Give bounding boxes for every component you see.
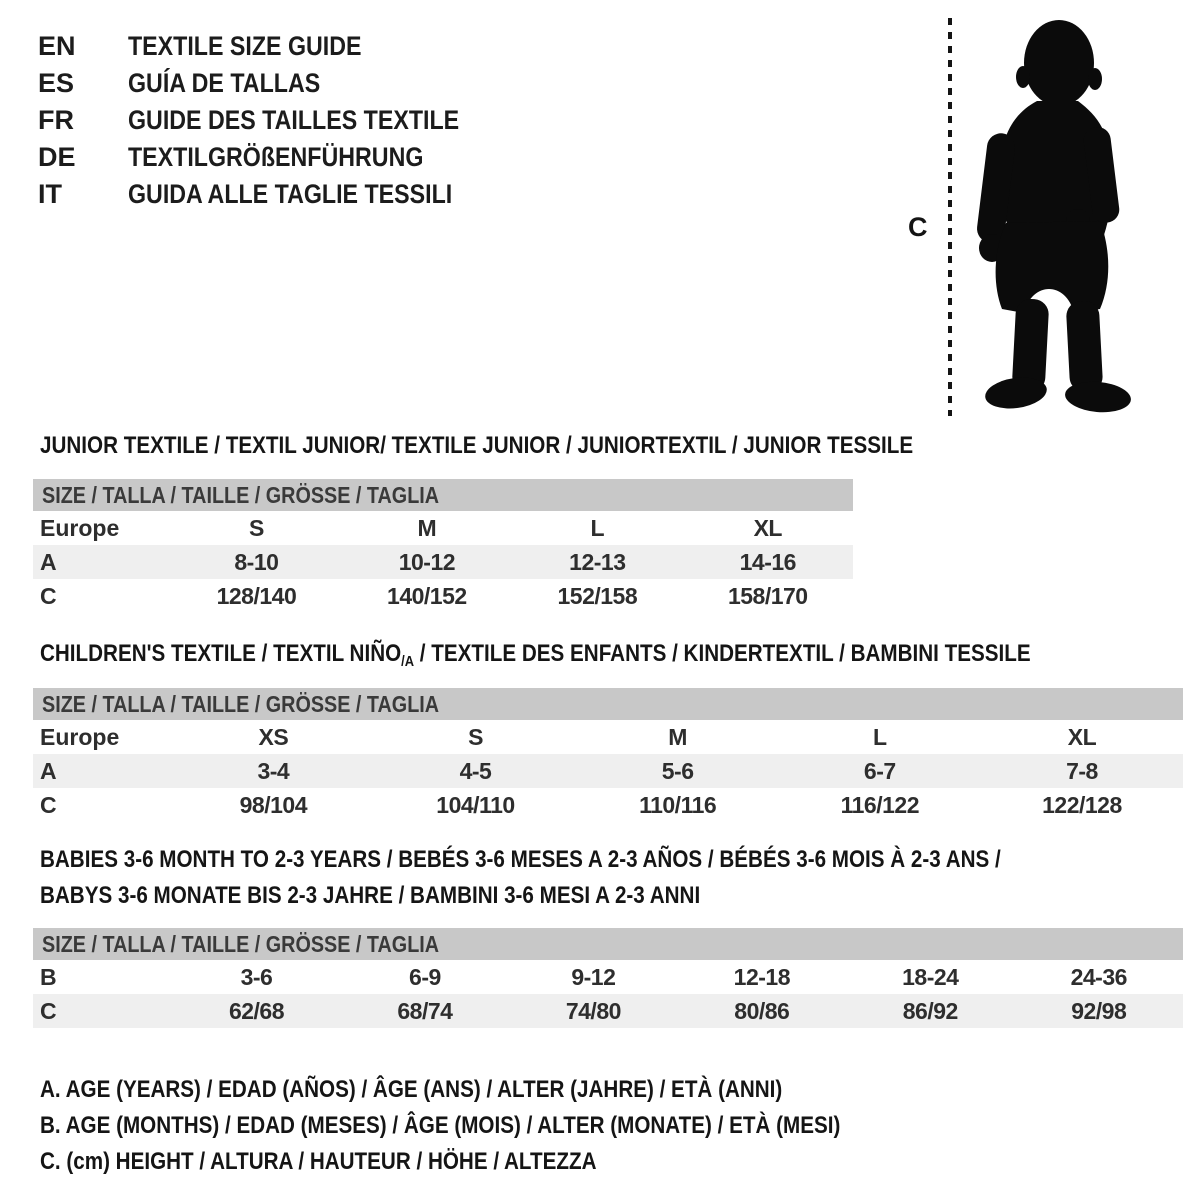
age-value: 10-12: [398, 549, 456, 575]
row-label: C: [40, 998, 57, 1024]
age-value: 8-10: [234, 549, 279, 575]
measurement-legend: [40, 1072, 971, 1180]
children-size-table: [33, 688, 1183, 822]
size-column: S: [468, 724, 483, 750]
age-value: 14-16: [739, 549, 796, 575]
language-row-fr: [38, 102, 513, 139]
height-value: 104/110: [436, 792, 515, 818]
height-value: 92/98: [1071, 998, 1127, 1024]
language-code: DE: [38, 142, 76, 172]
babies-months-row: [33, 960, 1183, 994]
babies-size-header-bar: SIZE / TALLA / TAILLE / GRÖSSE / TAGLIA: [33, 928, 1183, 960]
height-value: 140/152: [387, 583, 467, 609]
region-label: Europe: [40, 724, 120, 750]
height-value: 62/68: [228, 998, 284, 1024]
guide-title-fr: GUIDE DES TAILLES TEXTILE: [128, 105, 460, 135]
guide-title-de: TEXTILGRÖßENFÜHRUNG: [128, 142, 424, 172]
row-label: A: [40, 758, 57, 784]
row-label: A: [40, 549, 57, 575]
height-value: 128/140: [216, 583, 297, 609]
months-value: 12-18: [733, 964, 790, 990]
height-value: 110/116: [639, 792, 717, 818]
months-value: 9-12: [571, 964, 616, 990]
guide-title-it: GUIDA ALLE TAGLIE TESSILI: [128, 179, 453, 209]
legend-age-months: B. AGE (MONTHS) / EDAD (MESES) / ÂGE (MOIS) / ALTER (MONATE) / ETÀ (MESI): [40, 1112, 841, 1139]
months-value: 18-24: [902, 964, 959, 990]
size-column: L: [873, 724, 887, 750]
height-value: 122/128: [1042, 792, 1122, 818]
junior-columns-row: [33, 511, 853, 545]
language-code: EN: [38, 31, 76, 61]
legend-height-cm: C. (cm) HEIGHT / ALTURA / HAUTEUR / HÖHE / ALTEZZA: [40, 1148, 597, 1175]
height-value: 80/86: [734, 998, 790, 1024]
height-value: 74/80: [565, 998, 621, 1024]
age-value: 12-13: [569, 549, 626, 575]
size-column: M: [668, 724, 687, 750]
junior-section-title: JUNIOR TEXTILE / TEXTIL JUNIOR/ TEXTILE JUNIOR / JUNIORTEXTIL / JUNIOR TESSILE: [40, 432, 914, 459]
guide-title-es: GUÍA DE TALLAS: [128, 68, 321, 98]
row-label: C: [40, 583, 57, 609]
language-code: FR: [38, 105, 74, 135]
age-value: 7-8: [1066, 758, 1098, 784]
months-value: 24-36: [1070, 964, 1127, 990]
age-value: 5-6: [661, 758, 694, 784]
size-column: XS: [258, 724, 289, 750]
size-column: L: [590, 515, 605, 541]
language-row-es: [38, 65, 513, 102]
children-columns-row: [33, 720, 1183, 754]
row-label: C: [40, 792, 57, 818]
children-age-row: [33, 754, 1183, 788]
height-value: 98/104: [239, 792, 307, 818]
height-measure-dashed-line: [948, 18, 952, 416]
babies-size-table: [33, 928, 1183, 1028]
age-value: 4-5: [459, 758, 492, 784]
size-column: XL: [753, 515, 782, 541]
language-title-list: [38, 28, 513, 213]
height-value: 116/122: [840, 792, 919, 818]
babies-section-title-line2: BABYS 3-6 MONATE BIS 2-3 JAHRE / BAMBINI 3-6 MESI A 2-3 ANNI: [40, 882, 701, 909]
language-row-en: [38, 28, 513, 65]
language-row-de: [38, 139, 513, 176]
legend-age-years: A. AGE (YEARS) / EDAD (AÑOS) / ÂGE (ANS) / ALTER (JAHRE) / ETÀ (ANNI): [40, 1076, 783, 1103]
children-height-row: [33, 788, 1183, 822]
babies-height-row: [33, 994, 1183, 1028]
junior-height-row: [33, 579, 853, 613]
language-code: ES: [38, 68, 75, 98]
language-row-it: [38, 176, 513, 213]
height-value: 68/74: [397, 998, 453, 1024]
size-column: M: [417, 515, 437, 541]
junior-size-table: [33, 479, 853, 613]
size-column: S: [248, 515, 264, 541]
nino-a-subscript: /A: [401, 653, 415, 670]
junior-age-row: [33, 545, 853, 579]
row-label: B: [40, 964, 57, 990]
children-section-title: CHILDREN'S TEXTILE / TEXTIL $NIÑO_{/A}$ / TEXTILE DES ENFANTS / KINDERTEXTIL / BAMBINI TESSILE: [40, 640, 1031, 670]
height-value: 86/92: [902, 998, 958, 1024]
age-value: 6-7: [863, 758, 896, 784]
babies-section-title-line1: BABIES 3-6 MONTH TO 2-3 YEARS / BEBÉS 3-6 MESES A 2-3 AÑOS / BÉBÉS 3-6 MOIS À 2-3 ANS /: [40, 846, 1001, 873]
children-size-header-bar: SIZE / TALLA / TAILLE / GRÖSSE / TAGLIA: [33, 688, 1183, 720]
height-measure-label: C: [908, 212, 928, 242]
size-column: XL: [1067, 724, 1097, 750]
age-value: 3-4: [257, 758, 290, 784]
height-value: 152/158: [557, 583, 638, 609]
toddler-silhouette-icon: [962, 14, 1134, 418]
region-label: Europe: [40, 515, 120, 541]
junior-size-header-bar: SIZE / TALLA / TAILLE / GRÖSSE / TAGLIA: [33, 479, 853, 511]
height-value: 158/170: [727, 583, 808, 609]
months-value: 3-6: [240, 964, 273, 990]
guide-title-en: TEXTILE SIZE GUIDE: [128, 31, 362, 61]
months-value: 6-9: [409, 964, 441, 990]
language-code: IT: [38, 179, 62, 209]
